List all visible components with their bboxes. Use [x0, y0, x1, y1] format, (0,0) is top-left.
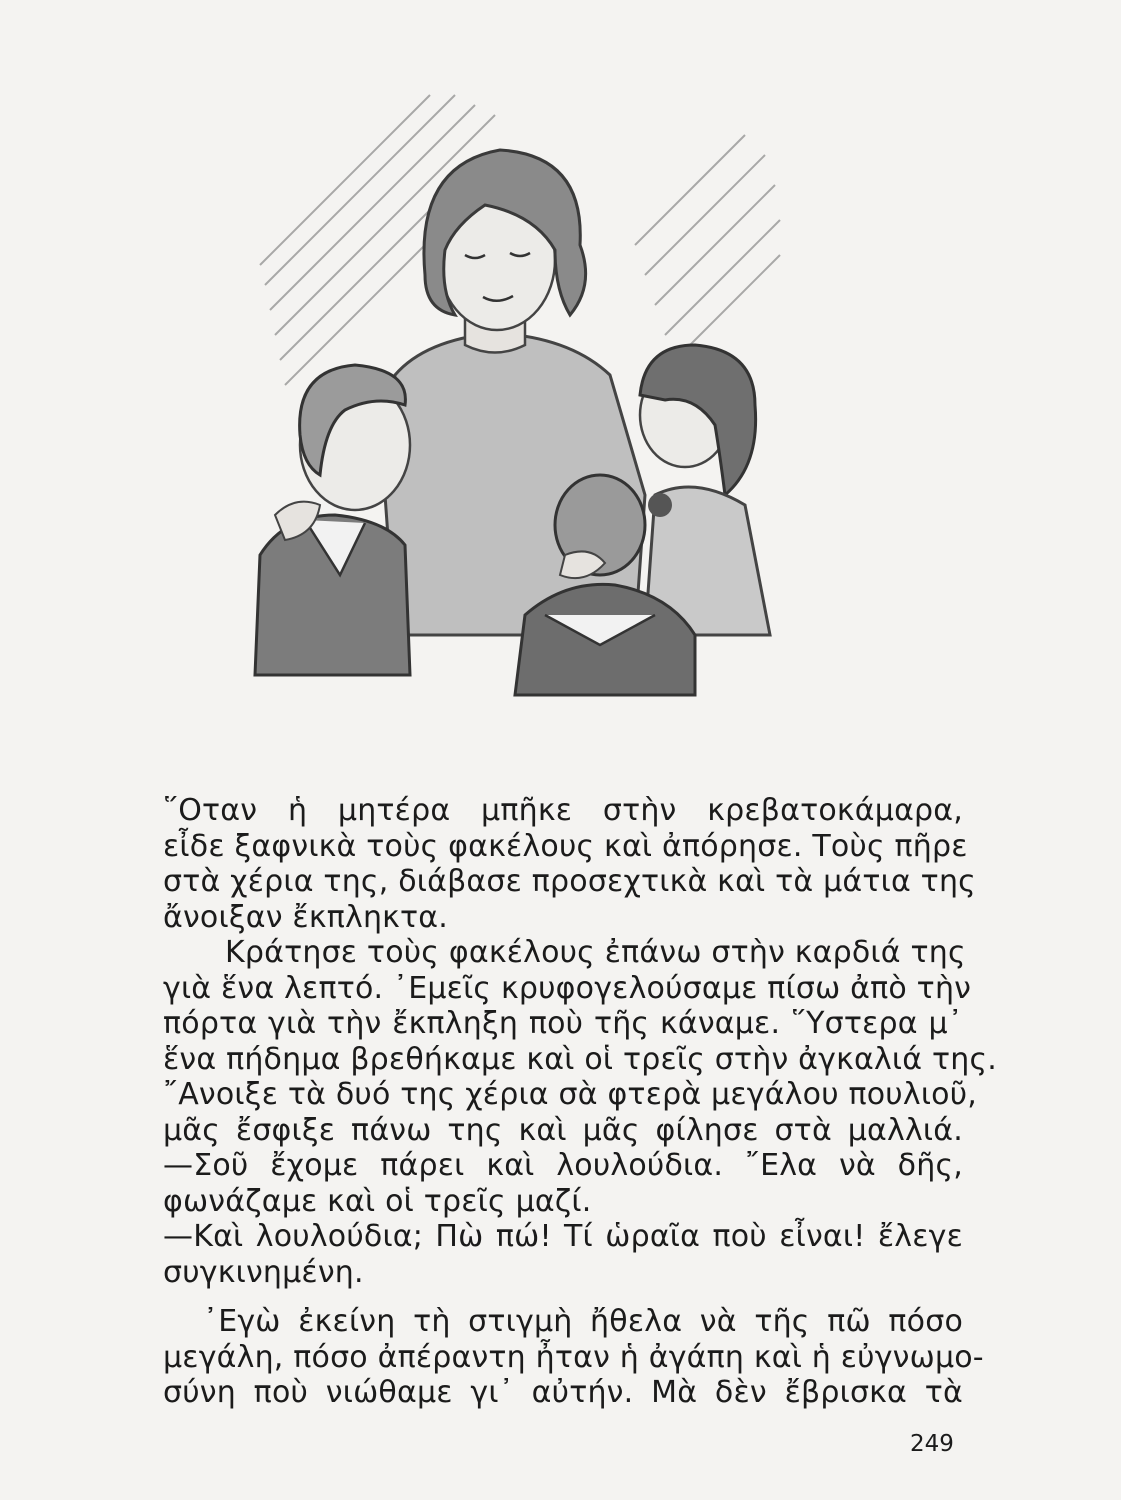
text-line: ἕνα πήδημα βρεθήκαμε καὶ οἱ τρεῖς στὴν ἀγκαλιά της.	[163, 1041, 997, 1077]
text-line: μεγάλη, πόσο ἀπέραντη ἦταν ἡ ἀγάπη καὶ ἡ εὐγνωμο-	[163, 1339, 984, 1375]
text-line: —Σοῦ ἔχομε πάρει καὶ λουλούδια. ῎Ελα νὰ δῆς,	[163, 1148, 963, 1183]
page-number: 249	[910, 1431, 954, 1457]
text-line: συγκινημένη.	[163, 1254, 364, 1290]
text-line: —Καὶ λουλούδια; Πὼ πώ! Τί ὡραῖα ποὺ εἶναι! ἔλεγε	[163, 1219, 963, 1254]
text-line: ῎Ανοιξε τὰ δυό της χέρια σὰ φτερὰ μεγάλου πουλιοῦ,	[163, 1077, 978, 1112]
text-line: ἄνοιξαν ἔκπληκτα.	[163, 899, 449, 935]
text-line: πόρτα γιὰ τὴν ἔκπληξη ποὺ τῆς κάναμε. ῞Υστερα μ᾿	[163, 1006, 963, 1041]
mother-children-illustration	[225, 75, 785, 775]
text-line: στὰ χέρια της, διάβασε προσεχτικὰ καὶ τὰ μάτια της	[163, 864, 976, 899]
text-line: σύνη ποὺ νιώθαμε γι᾿ αὐτήν. Μὰ δὲν ἔβρισκα τὰ	[163, 1375, 963, 1410]
text-line: Κράτησε τοὺς φακέλους ἐπάνω στὴν καρδιά της	[225, 935, 966, 970]
text-line: ᾿Εγὼ ἐκείνη τὴ στιγμὴ ἤθελα νὰ τῆς πῶ πόσο	[203, 1304, 963, 1339]
story-text	[163, 793, 997, 1411]
text-line: φωνάζαμε καὶ οἱ τρεῖς μαζί.	[163, 1183, 592, 1219]
text-line: μᾶς ἔσφιξε πάνω της καὶ μᾶς φίλησε στὰ μαλλιά.	[163, 1112, 963, 1148]
text-line: εἶδε ξαφνικὰ τοὺς φακέλους καὶ ἀπόρησε. Τοὺς πῆρε	[163, 828, 968, 864]
text-line: γιὰ ἕνα λεπτό. ᾿Εμεῖς κρυφογελούσαμε πίσω ἀπὸ τὴν	[163, 970, 972, 1006]
text-line: ῞Οταν ἡ μητέρα μπῆκε στὴν κρεβατοκάμαρα,	[163, 793, 963, 828]
